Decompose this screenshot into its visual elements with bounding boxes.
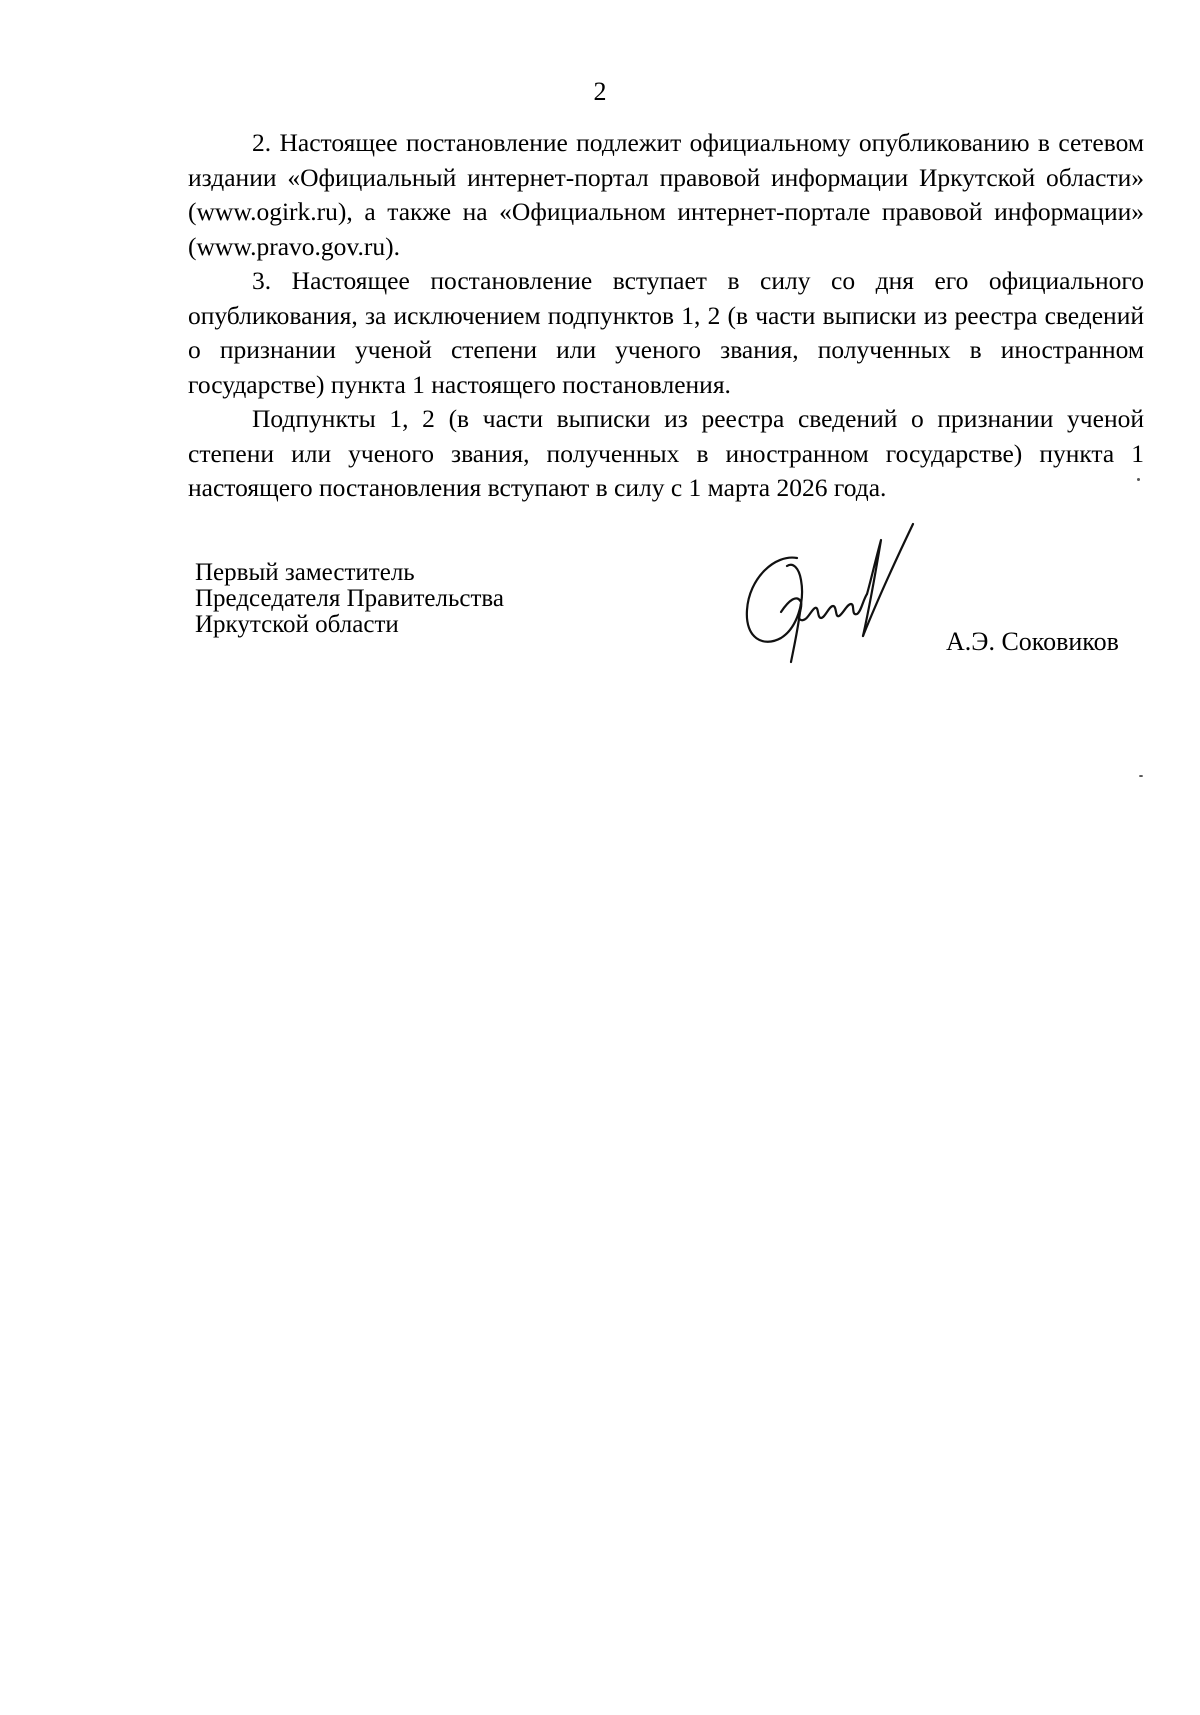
signer-name: А.Э. Соковиков [946, 627, 1119, 656]
scan-speck [1137, 478, 1140, 481]
page-number: 2 [593, 77, 607, 106]
scan-speck [1139, 775, 1143, 777]
document-body [188, 126, 1144, 506]
paragraph-publication: 2. Настоящее постановление подлежит официальному опубликованию в сетевом издании «Официальный интернет-портал правовой информации Иркутской области» (www.ogirk.ru), а также на «Официальном интернет-портале правовой информации» (www.pravo.gov.ru). [188, 128, 1144, 261]
signer-position-line: Первый заместитель [195, 559, 415, 586]
paragraph-entry-into-force: 3. Настоящее постановление вступает в силу со дня его официального опубликования, за исключением подпунктов 1, 2 (в части выписки из реестра сведений о признании ученой степени или ученого звания, полученных в иностранном государстве) пункта 1 настоящего постановления. [188, 266, 1144, 399]
signer-position-line: Председателя Правительства [195, 585, 504, 612]
handwritten-signature-icon [735, 520, 935, 670]
signer-position [195, 560, 615, 638]
signer-position-line: Иркутской области [195, 611, 399, 638]
paragraph-subpoints-date: Подпункты 1, 2 (в части выписки из реестра сведений о признании ученой степени или ученого звания, полученных в иностранном государстве) пункта 1 настоящего постановления вступают в силу с 1 марта 2026 года. [188, 404, 1144, 502]
